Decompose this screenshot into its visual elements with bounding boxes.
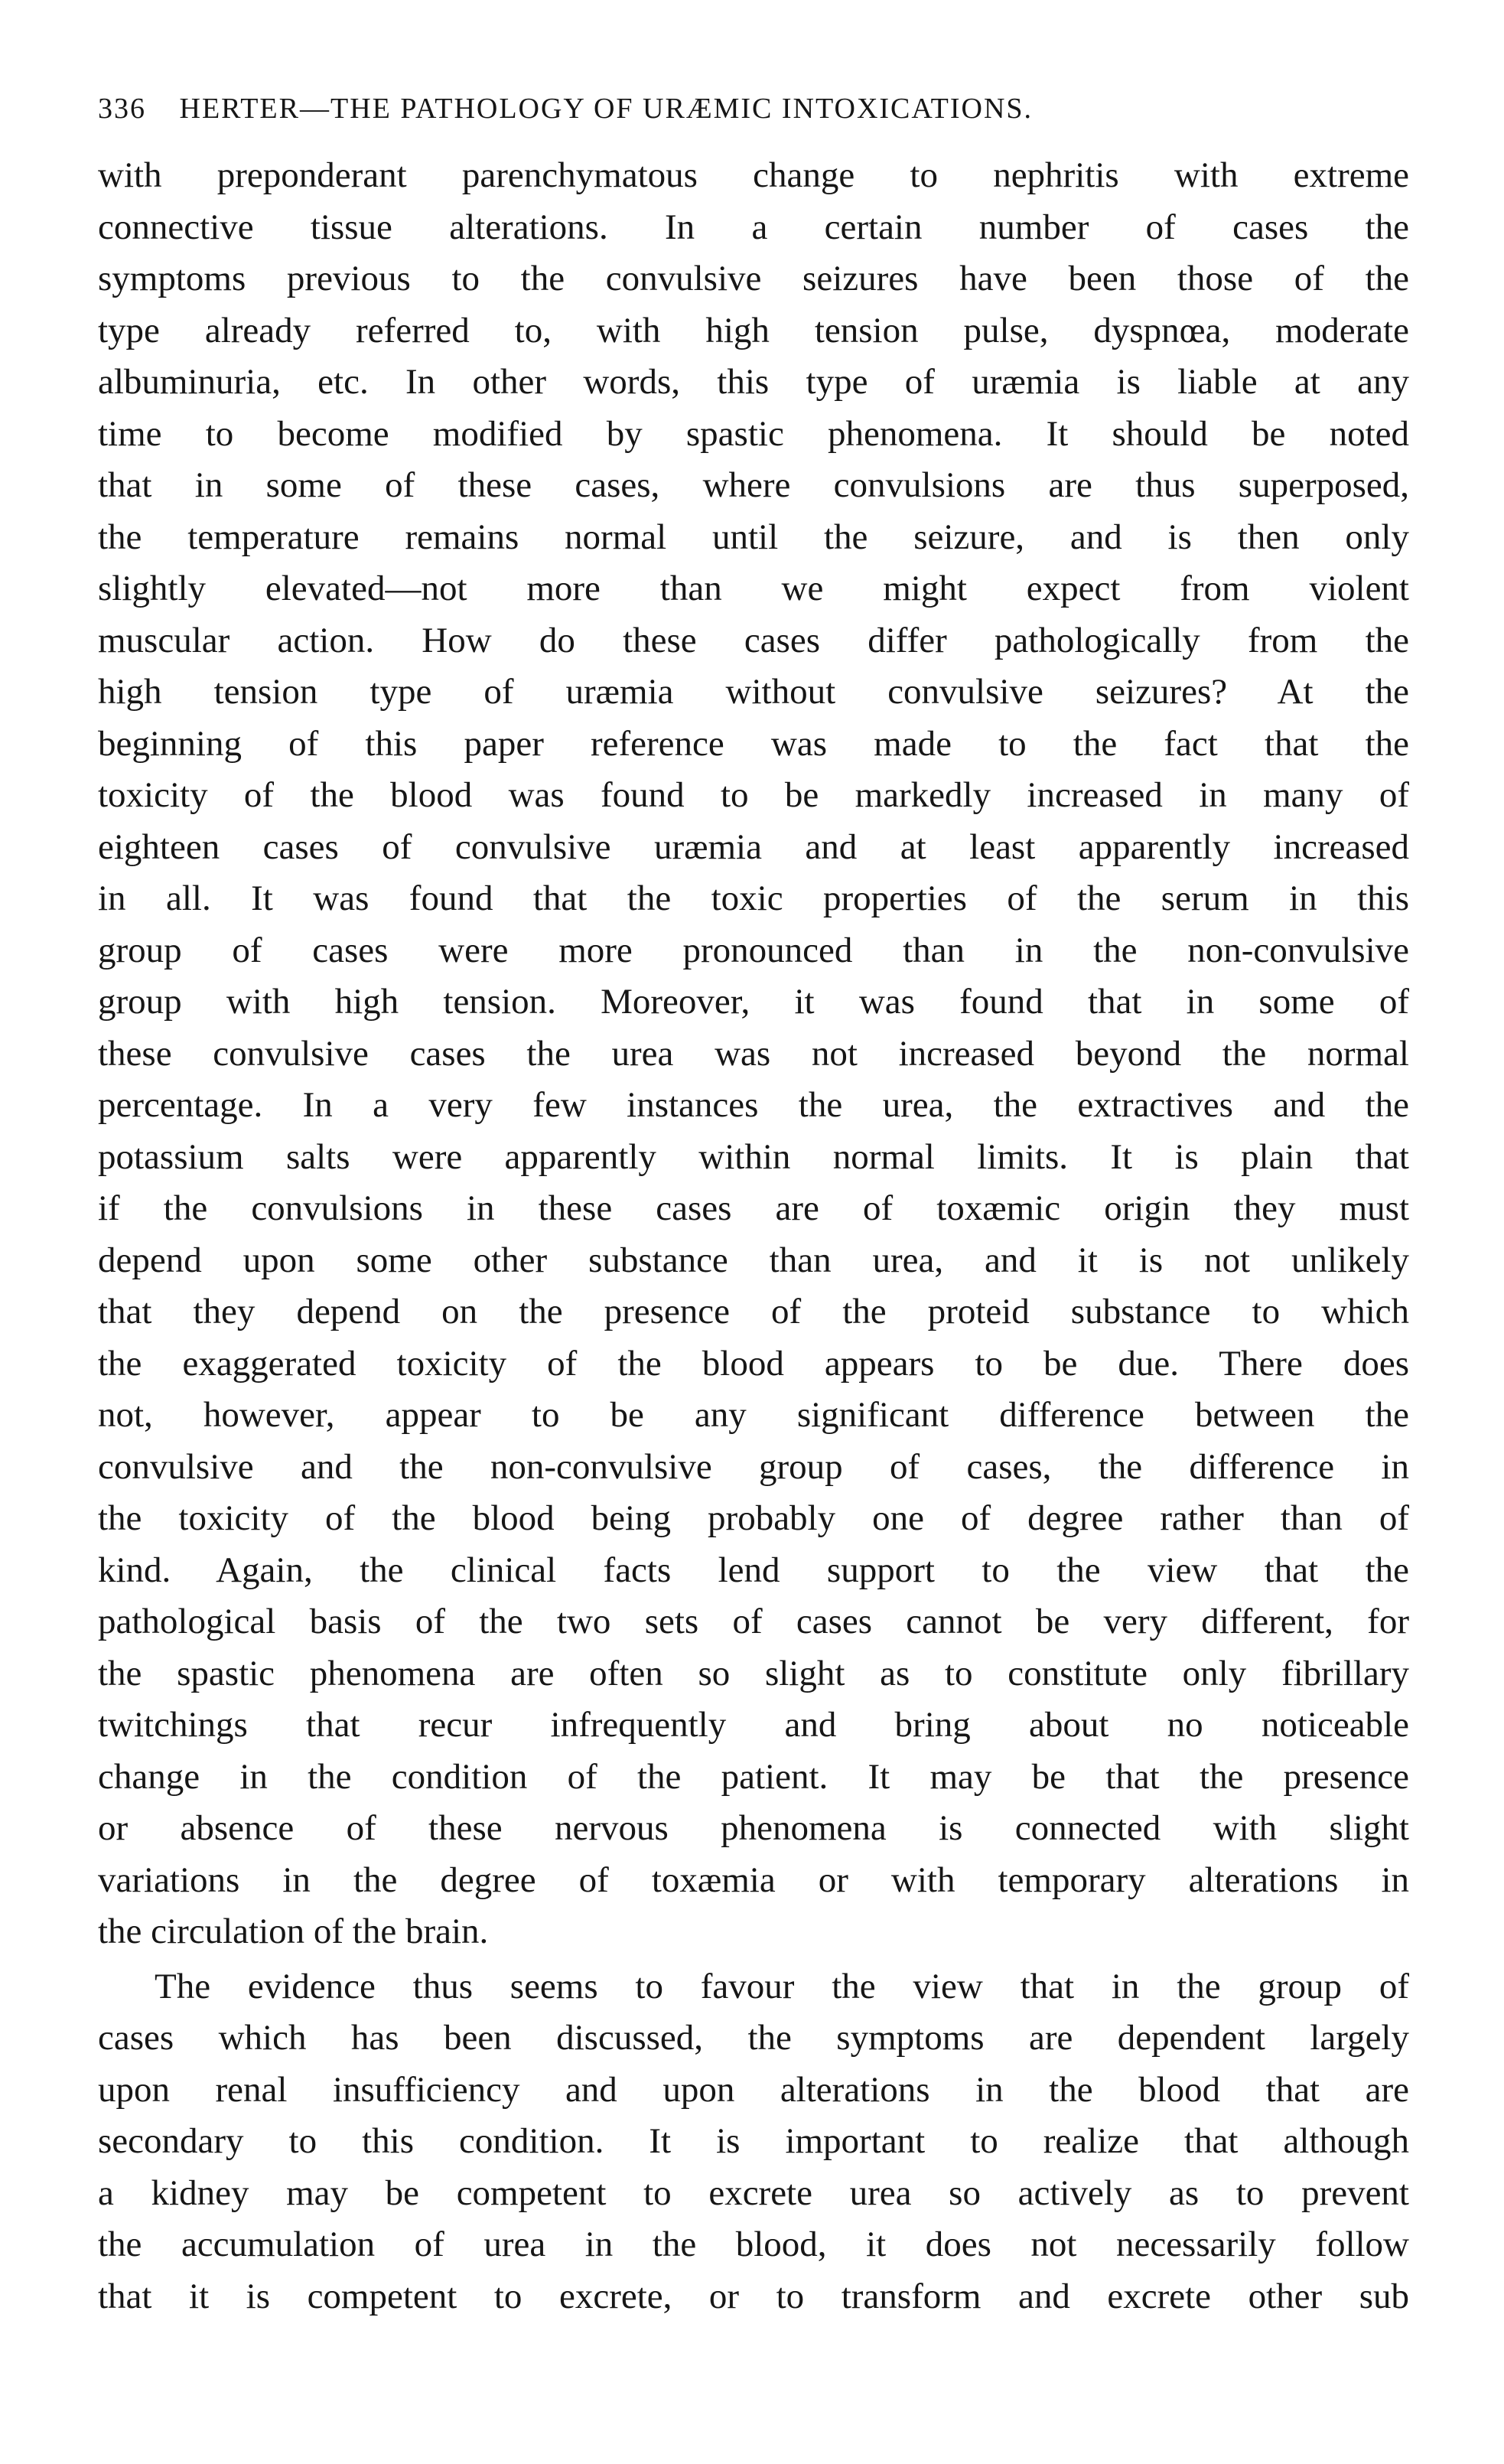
text-line: not, however, appear to be any significant difference between the <box>98 1395 1409 1435</box>
text-line: that they depend on the presence of the proteid substance to which <box>98 1292 1409 1331</box>
text-line: the circulation of the brain. <box>98 1912 489 1951</box>
text-line: secondary to this condition. It is important to realize that although <box>98 2121 1409 2161</box>
text-line: a kidney may be competent to excrete urea so actively as to prevent <box>98 2172 1409 2213</box>
paragraph-2 <box>98 1961 1409 2323</box>
text-line: beginning of this paper reference was made to the fact that the <box>98 723 1409 764</box>
paragraph-1 <box>98 150 1409 1958</box>
text-line: that in some of these cases, where convulsions are thus superposed, <box>98 465 1409 505</box>
text-line: with preponderant parenchymatous change to nephritis with extreme <box>98 155 1409 195</box>
text-line: or absence of these nervous phenomena is connected with slight <box>98 1808 1409 1848</box>
text-line: convulsive and the non-convulsive group of cases, the difference in <box>98 1446 1409 1487</box>
text-line: pathological basis of the two sets of cases cannot be very different, for <box>98 1602 1409 1641</box>
text-line: the accumulation of urea in the blood, it does not necessarily follow <box>98 2224 1409 2264</box>
text-line: the toxicity of the blood being probably one of degree rather than of <box>98 1498 1409 1538</box>
text-line: muscular action. How do these cases differ pathologically from the <box>98 620 1409 660</box>
text-line: eighteen cases of convulsive uræmia and at least apparently increased <box>98 826 1409 867</box>
text-line: the exaggerated toxicity of the blood appears to be due. There does <box>98 1343 1409 1384</box>
text-line: the temperature remains normal until the seizure, and is then only <box>98 517 1409 557</box>
text-line: kind. Again, the clinical facts lend support to the view that the <box>98 1550 1409 1590</box>
text-line: twitchings that recur infrequently and bring about no noticeable <box>98 1705 1409 1745</box>
text-line: albuminuria, etc. In other words, this type of uræmia is liable at any <box>98 362 1409 402</box>
text-line: upon renal insufficiency and upon alterations in the blood that are <box>98 2069 1409 2110</box>
text-line: The evidence thus seems to favour the view that in the group of <box>155 1966 1409 2006</box>
text-line: these convulsive cases the urea was not increased beyond the normal <box>98 1033 1409 1074</box>
text-line: group of cases were more pronounced than in the non-convulsive <box>98 930 1409 970</box>
text-line: toxicity of the blood was found to be markedly increased in many of <box>98 775 1409 815</box>
text-line: type already referred to, with high tension pulse, dyspnœa, moderate <box>98 310 1409 350</box>
text-line: time to become modified by spastic phenomena. It should be noted <box>98 413 1409 454</box>
body-text <box>98 150 1409 2322</box>
text-line: slightly elevated—not more than we might expect from violent <box>98 569 1409 608</box>
text-line: the spastic phenomena are often so slight as to constitute only fibrillary <box>98 1653 1409 1693</box>
text-line: cases which has been discussed, the symptoms are dependent largely <box>98 2018 1409 2058</box>
running-head-title: HERTER—THE PATHOLOGY OF URÆMIC INTOXICATIONS. <box>179 93 1034 125</box>
text-line: variations in the degree of toxæmia or with temporary alterations in <box>98 1859 1409 1900</box>
text-line: that it is competent to excrete, or to transform and excrete other sub <box>98 2276 1409 2316</box>
text-line: depend upon some other substance than urea, and it is not unlikely <box>98 1240 1409 1280</box>
text-line: in all. It was found that the toxic properties of the serum in this <box>98 878 1409 918</box>
text-line: symptoms previous to the convulsive seizures have been those of the <box>98 259 1409 298</box>
text-line: connective tissue alterations. In a certain number of cases the <box>98 207 1409 247</box>
running-head <box>98 92 1398 138</box>
text-line: potassium salts were apparently within normal limits. It is plain that <box>98 1136 1409 1177</box>
text-line: group with high tension. Moreover, it was found that in some of <box>98 982 1409 1022</box>
text-line: high tension type of uræmia without convulsive seizures? At the <box>98 672 1409 712</box>
text-line: percentage. In a very few instances the urea, the extractives and the <box>98 1085 1409 1125</box>
text-line: change in the condition of the patient. It may be that the presence <box>98 1756 1409 1797</box>
page-number: 336 <box>98 93 146 125</box>
text-line: if the convulsions in these cases are of toxæmic origin they must <box>98 1188 1409 1228</box>
